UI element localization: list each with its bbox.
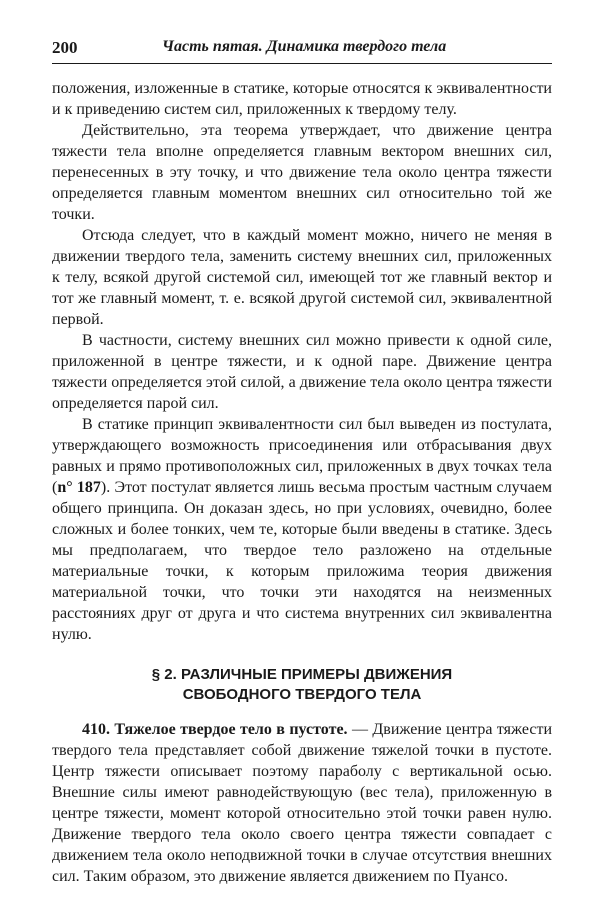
paragraph-continuation: положения, изложенные в статике, которые относятся к эквивалентности и к приведению систем сил, приложенных к твердому телу. — [52, 80, 552, 118]
article-paragraph — [52, 719, 552, 887]
paragraph — [52, 414, 552, 645]
header-rule — [52, 63, 552, 64]
section-heading-line: § 2. РАЗЛИЧНЫЕ ПРИМЕРЫ ДВИЖЕНИЯ — [151, 666, 453, 683]
article-title: 410. Тяжелое твердое тело в пустоте. — [82, 721, 348, 738]
running-head: Часть пятая. Динамика твердого тела — [162, 38, 447, 55]
paragraph-text: В статике принцип эквивалентности сил был выведен из постулата, утверждающего возможность присоединения или отбрасывания двух равных и прямо противоположных сил, приложенных в двух точках тела ( — [52, 416, 552, 496]
article-text: — Движение центра тяжести твердого тела представляет собой движение тяжелой точки в пустоте. Центр тяжести описывает поэтому параболу с вертикальной осью. Внешние силы имеют равнодействующую (вес тела), приложенную в центре тяжести, момент которой относительно этой точки равен нулю. Движение твердого тела около своего центра тяжести совпадает с движением тела около неподвижной точки в случае отсутствия внешних сил. Таким образом, это движение является движением по Пуансо. — [52, 721, 553, 885]
section-heading-line: СВОБОДНОГО ТВЕРДОГО ТЕЛА — [182, 686, 422, 703]
page-header — [52, 38, 552, 62]
paragraph: Действительно, эта теорема утверждает, что движение центра тяжести тела вполне определяется главным вектором внешних сил, перенесенных в эту точку, и что движение тела около центра тяжести определяется главным моментом внешних сил относительно той же точки. — [52, 122, 552, 223]
paragraph-text: ). Этот постулат является лишь весьма простым частным случаем общего принципа. Он доказан здесь, но при условиях, очевидно, более сложных и более тонких, чем те, которые были введены в статике. Здесь мы предполагаем, что твердое тело разложено на отдельные материальные точки, к которым приложима теория движения материальной точки, что точки эти находятся на неизменных расстояниях друг от друга и что система внутренних сил эквивалентна нулю. — [52, 479, 553, 643]
page-body — [52, 78, 552, 887]
cross-reference: n° 187 — [57, 479, 101, 496]
paragraph: Отсюда следует, что в каждый момент можно, ничего не меняя в движении твердого тела, заменить систему внешних сил, приложенных к телу, всякой другой системой сил, имеющей тот же главный вектор и тот же главный момент, т. е. всякой другой системой сил, эквивалентной первой. — [52, 227, 552, 328]
section-heading — [52, 665, 552, 705]
paragraph: В частности, систему внешних сил можно привести к одной силе, приложенной в центре тяжести, и к одной паре. Движение центра тяжести определяется этой силой, а движение тела около центра тяжести определяется парой сил. — [52, 332, 552, 412]
page-number: 200 — [52, 38, 78, 57]
